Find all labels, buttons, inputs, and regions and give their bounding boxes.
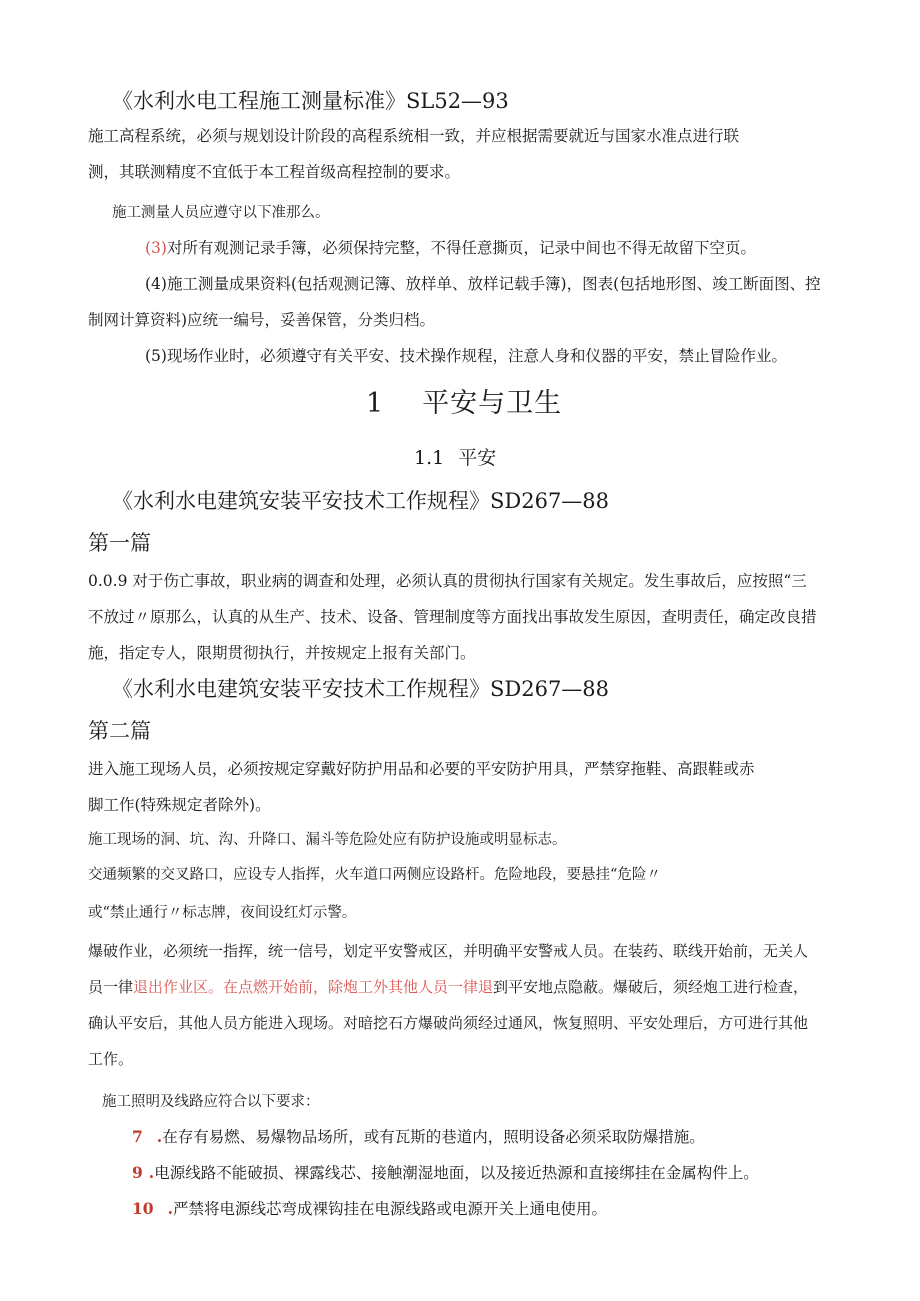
list-item-10	[132, 1199, 607, 1219]
list-item-dot: .	[156, 1127, 163, 1146]
part-heading-first: 第一篇	[88, 531, 151, 555]
list-item-text: 施工测量成果资料(包括观测记簿、放样单、放样记载手簿)，图表(包括地形图、竣工断面图、控	[166, 275, 821, 293]
list-item-dot: .	[167, 1199, 173, 1218]
paragraph-elevation-line2: 测，其联测精度不宜低于本工程首级高程控制的要求。	[88, 163, 461, 181]
blasting-text: 到平安地点隐蔽。爆破后，须经炮工进行检查，	[493, 978, 809, 996]
paragraph-accident-line3: 施，指定专人，限期贯彻执行，并按规定上报有关部门。	[88, 644, 476, 662]
paragraph-blasting-line4: 工作。	[88, 1050, 134, 1068]
paragraph-hazard-marking: 施工现场的洞、坑、沟、升降口、漏斗等危险处应有防护设施或明显标志。	[88, 832, 567, 848]
section-title: 平安与卫生	[422, 388, 563, 419]
part-heading-second: 第二篇	[88, 719, 151, 743]
list-item-4	[145, 274, 821, 294]
paragraph-lighting-requirements: 施工照明及线路应符合以下要求：	[102, 1094, 320, 1110]
paragraph-surveyors-rules: 施工测量人员应遵守以下准那么。	[112, 205, 330, 221]
section-title: 平安	[458, 447, 497, 469]
blasting-highlighted-text: 退出作业区。在点燃开始前，除炮工外其他人员一律退	[133, 978, 494, 996]
section-heading-1	[366, 388, 562, 420]
paragraph-blasting-line2	[88, 977, 808, 997]
list-item-number: (5)	[145, 347, 167, 365]
list-item-number: 7	[132, 1127, 143, 1146]
paragraph-crossing-line1: 交通频繁的交叉路口，应设专人指挥，火车道口两侧应设路杆。危险地段，要悬挂“危险〃	[88, 867, 661, 883]
standard-title-sl52: 《水利水电工程施工测量标准》SL52—93	[112, 89, 509, 113]
list-item-text: 在存有易燃、易爆物品场所，或有瓦斯的巷道内，照明设备必须采取防爆措施。	[162, 1128, 705, 1146]
list-item-5	[145, 346, 787, 366]
list-item-7	[132, 1127, 705, 1147]
standard-title-sd267-first: 《水利水电建筑安装平安技术工作规程》SD267—88	[112, 489, 610, 513]
paragraph-protection-line2: 脚工作(特殊规定者除外)。	[88, 796, 271, 814]
list-item-number: 9	[132, 1163, 143, 1182]
list-item-text: 严禁将电源线芯弯成裸钩挂在电源线路或电源开关上通电使用。	[172, 1200, 607, 1218]
paragraph-accident-line2: 不放过〃原那么，认真的从生产、技术、设备、管理制度等方面找出事故发生原因，查明责任，确定改良措	[88, 608, 817, 626]
paragraph-elevation-line1: 施工高程系统，必须与规划设计阶段的高程系统相一致，并应根据需要就近与国家水准点进行联	[88, 127, 740, 145]
paragraph-blasting-line3: 确认平安后，其他人员方能进入现场。对暗挖石方爆破尚须经过通风，恢复照明、平安处理后，方可进行其他	[88, 1014, 809, 1032]
list-item-text: 对所有观测记录手簿，必须保持完整，不得任意撕页，记录中间也不得无故留下空页。	[166, 239, 756, 257]
list-item-3	[145, 238, 756, 258]
section-number: 1.1	[414, 447, 445, 469]
list-item-number: (4)	[145, 275, 167, 293]
list-item-number: 10	[132, 1199, 154, 1218]
paragraph-protection-line1: 进入施工现场人员，必须按规定穿戴好防护用品和必要的平安防护用具，严禁穿拖鞋、高跟鞋或赤	[88, 760, 755, 778]
list-item-text: 电源线路不能破损、裸露线芯、接触潮湿地面，以及接近热源和直接绑挂在金属构件上。	[154, 1164, 759, 1182]
paragraph-accident-line1: 0.0.9 对于伤亡事故，职业病的调查和处理，必须认真的贯彻执行国家有关规定。发生事故后，应按照“三	[88, 572, 807, 590]
paragraph-crossing-line2: 或“禁止通行〃标志牌，夜间设红灯示警。	[88, 905, 357, 921]
paragraph-blasting-line1: 爆破作业，必须统一指挥，统一信号，划定平安警戒区，并明确平安警戒人员。在装药、联线开始前，无关人	[88, 942, 809, 960]
list-item-text: 现场作业时，必须遵守有关平安、技术操作规程，注意人身和仪器的平安，禁止冒险作业。	[166, 347, 787, 365]
standard-title-sd267-second: 《水利水电建筑安装平安技术工作规程》SD267—88	[112, 677, 610, 701]
list-item-number: (3)	[145, 239, 167, 257]
section-heading-1-1	[414, 446, 496, 470]
section-number: 1	[366, 388, 385, 419]
blasting-text: 员一律	[88, 978, 134, 996]
list-item-9	[132, 1163, 759, 1183]
list-item-dot: .	[148, 1163, 155, 1182]
list-item-4-continuation: 制网计算资料)应统一编号，妥善保管，分类归档。	[88, 311, 436, 329]
